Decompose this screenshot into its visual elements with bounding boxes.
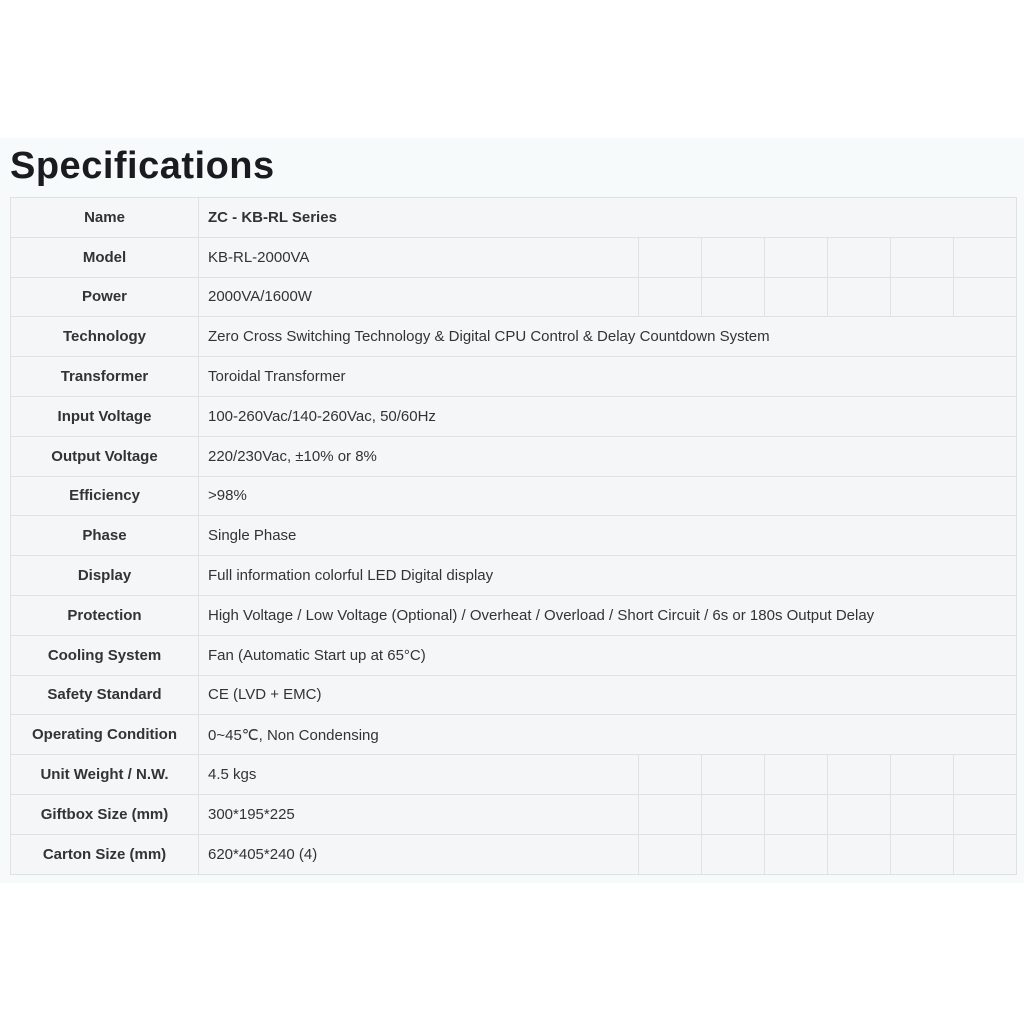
- empty-cell: [639, 794, 702, 834]
- empty-cell: [954, 834, 1017, 874]
- empty-cell: [891, 834, 954, 874]
- spec-label: Protection: [11, 595, 199, 635]
- table-row: [11, 436, 1017, 476]
- empty-cell: [765, 794, 828, 834]
- specifications-section: [0, 138, 1024, 883]
- table-row: [11, 396, 1017, 436]
- empty-cell: [639, 277, 702, 317]
- table-row: [11, 675, 1017, 715]
- spec-value: 0~45℃, Non Condensing: [199, 715, 1017, 755]
- table-row: [11, 715, 1017, 755]
- spec-label: Giftbox Size (mm): [11, 794, 199, 834]
- spec-label: Carton Size (mm): [11, 834, 199, 874]
- empty-cell: [702, 277, 765, 317]
- spec-value: KB-RL-2000VA: [199, 237, 639, 277]
- empty-cell: [954, 277, 1017, 317]
- empty-cell: [702, 834, 765, 874]
- spec-value: 220/230Vac, ±10% or 8%: [199, 436, 1017, 476]
- spec-label: Name: [11, 198, 199, 238]
- spec-value: ZC - KB-RL Series: [199, 198, 1017, 238]
- empty-cell: [954, 755, 1017, 795]
- spec-value: Fan (Automatic Start up at 65°C): [199, 635, 1017, 675]
- spec-value: Single Phase: [199, 516, 1017, 556]
- table-row: [11, 834, 1017, 874]
- spec-value: Full information colorful LED Digital display: [199, 556, 1017, 596]
- spec-value: 100-260Vac/140-260Vac, 50/60Hz: [199, 396, 1017, 436]
- spec-value: Zero Cross Switching Technology & Digital CPU Control & Delay Countdown System: [199, 317, 1017, 357]
- spec-label: Input Voltage: [11, 396, 199, 436]
- empty-cell: [765, 237, 828, 277]
- table-row: [11, 237, 1017, 277]
- empty-cell: [891, 755, 954, 795]
- spec-label: Phase: [11, 516, 199, 556]
- empty-cell: [765, 755, 828, 795]
- spec-label: Operating Condition: [11, 715, 199, 755]
- empty-cell: [702, 237, 765, 277]
- spec-label: Power: [11, 277, 199, 317]
- table-row: [11, 357, 1017, 397]
- empty-cell: [639, 755, 702, 795]
- empty-cell: [702, 794, 765, 834]
- spec-label: Safety Standard: [11, 675, 199, 715]
- spec-label: Model: [11, 237, 199, 277]
- empty-cell: [639, 834, 702, 874]
- spec-value: 2000VA/1600W: [199, 277, 639, 317]
- spec-value: Toroidal Transformer: [199, 357, 1017, 397]
- empty-cell: [828, 755, 891, 795]
- empty-cell: [765, 834, 828, 874]
- spec-label: Efficiency: [11, 476, 199, 516]
- empty-cell: [828, 237, 891, 277]
- empty-cell: [954, 794, 1017, 834]
- spec-value: High Voltage / Low Voltage (Optional) / Overheat / Overload / Short Circuit / 6s or 180s Output Delay: [199, 595, 1017, 635]
- table-row: [11, 277, 1017, 317]
- table-row: [11, 794, 1017, 834]
- spec-value: 300*195*225: [199, 794, 639, 834]
- empty-cell: [891, 277, 954, 317]
- spec-label: Cooling System: [11, 635, 199, 675]
- spec-label: Display: [11, 556, 199, 596]
- spec-value: >98%: [199, 476, 1017, 516]
- empty-cell: [828, 277, 891, 317]
- page-title: Specifications: [10, 145, 275, 187]
- spec-label: Output Voltage: [11, 436, 199, 476]
- table-row: [11, 317, 1017, 357]
- table-row: [11, 556, 1017, 596]
- spec-table: [10, 197, 1017, 875]
- spec-value: 620*405*240 (4): [199, 834, 639, 874]
- empty-cell: [828, 834, 891, 874]
- empty-cell: [891, 794, 954, 834]
- spec-label: Transformer: [11, 357, 199, 397]
- table-row: [11, 476, 1017, 516]
- table-row: [11, 516, 1017, 556]
- empty-cell: [954, 237, 1017, 277]
- table-row: [11, 198, 1017, 238]
- table-row: [11, 755, 1017, 795]
- empty-cell: [765, 277, 828, 317]
- empty-cell: [828, 794, 891, 834]
- empty-cell: [891, 237, 954, 277]
- spec-value: CE (LVD + EMC): [199, 675, 1017, 715]
- table-row: [11, 635, 1017, 675]
- spec-label: Unit Weight / N.W.: [11, 755, 199, 795]
- empty-cell: [702, 755, 765, 795]
- table-row: [11, 595, 1017, 635]
- spec-label: Technology: [11, 317, 199, 357]
- empty-cell: [639, 237, 702, 277]
- spec-value: 4.5 kgs: [199, 755, 639, 795]
